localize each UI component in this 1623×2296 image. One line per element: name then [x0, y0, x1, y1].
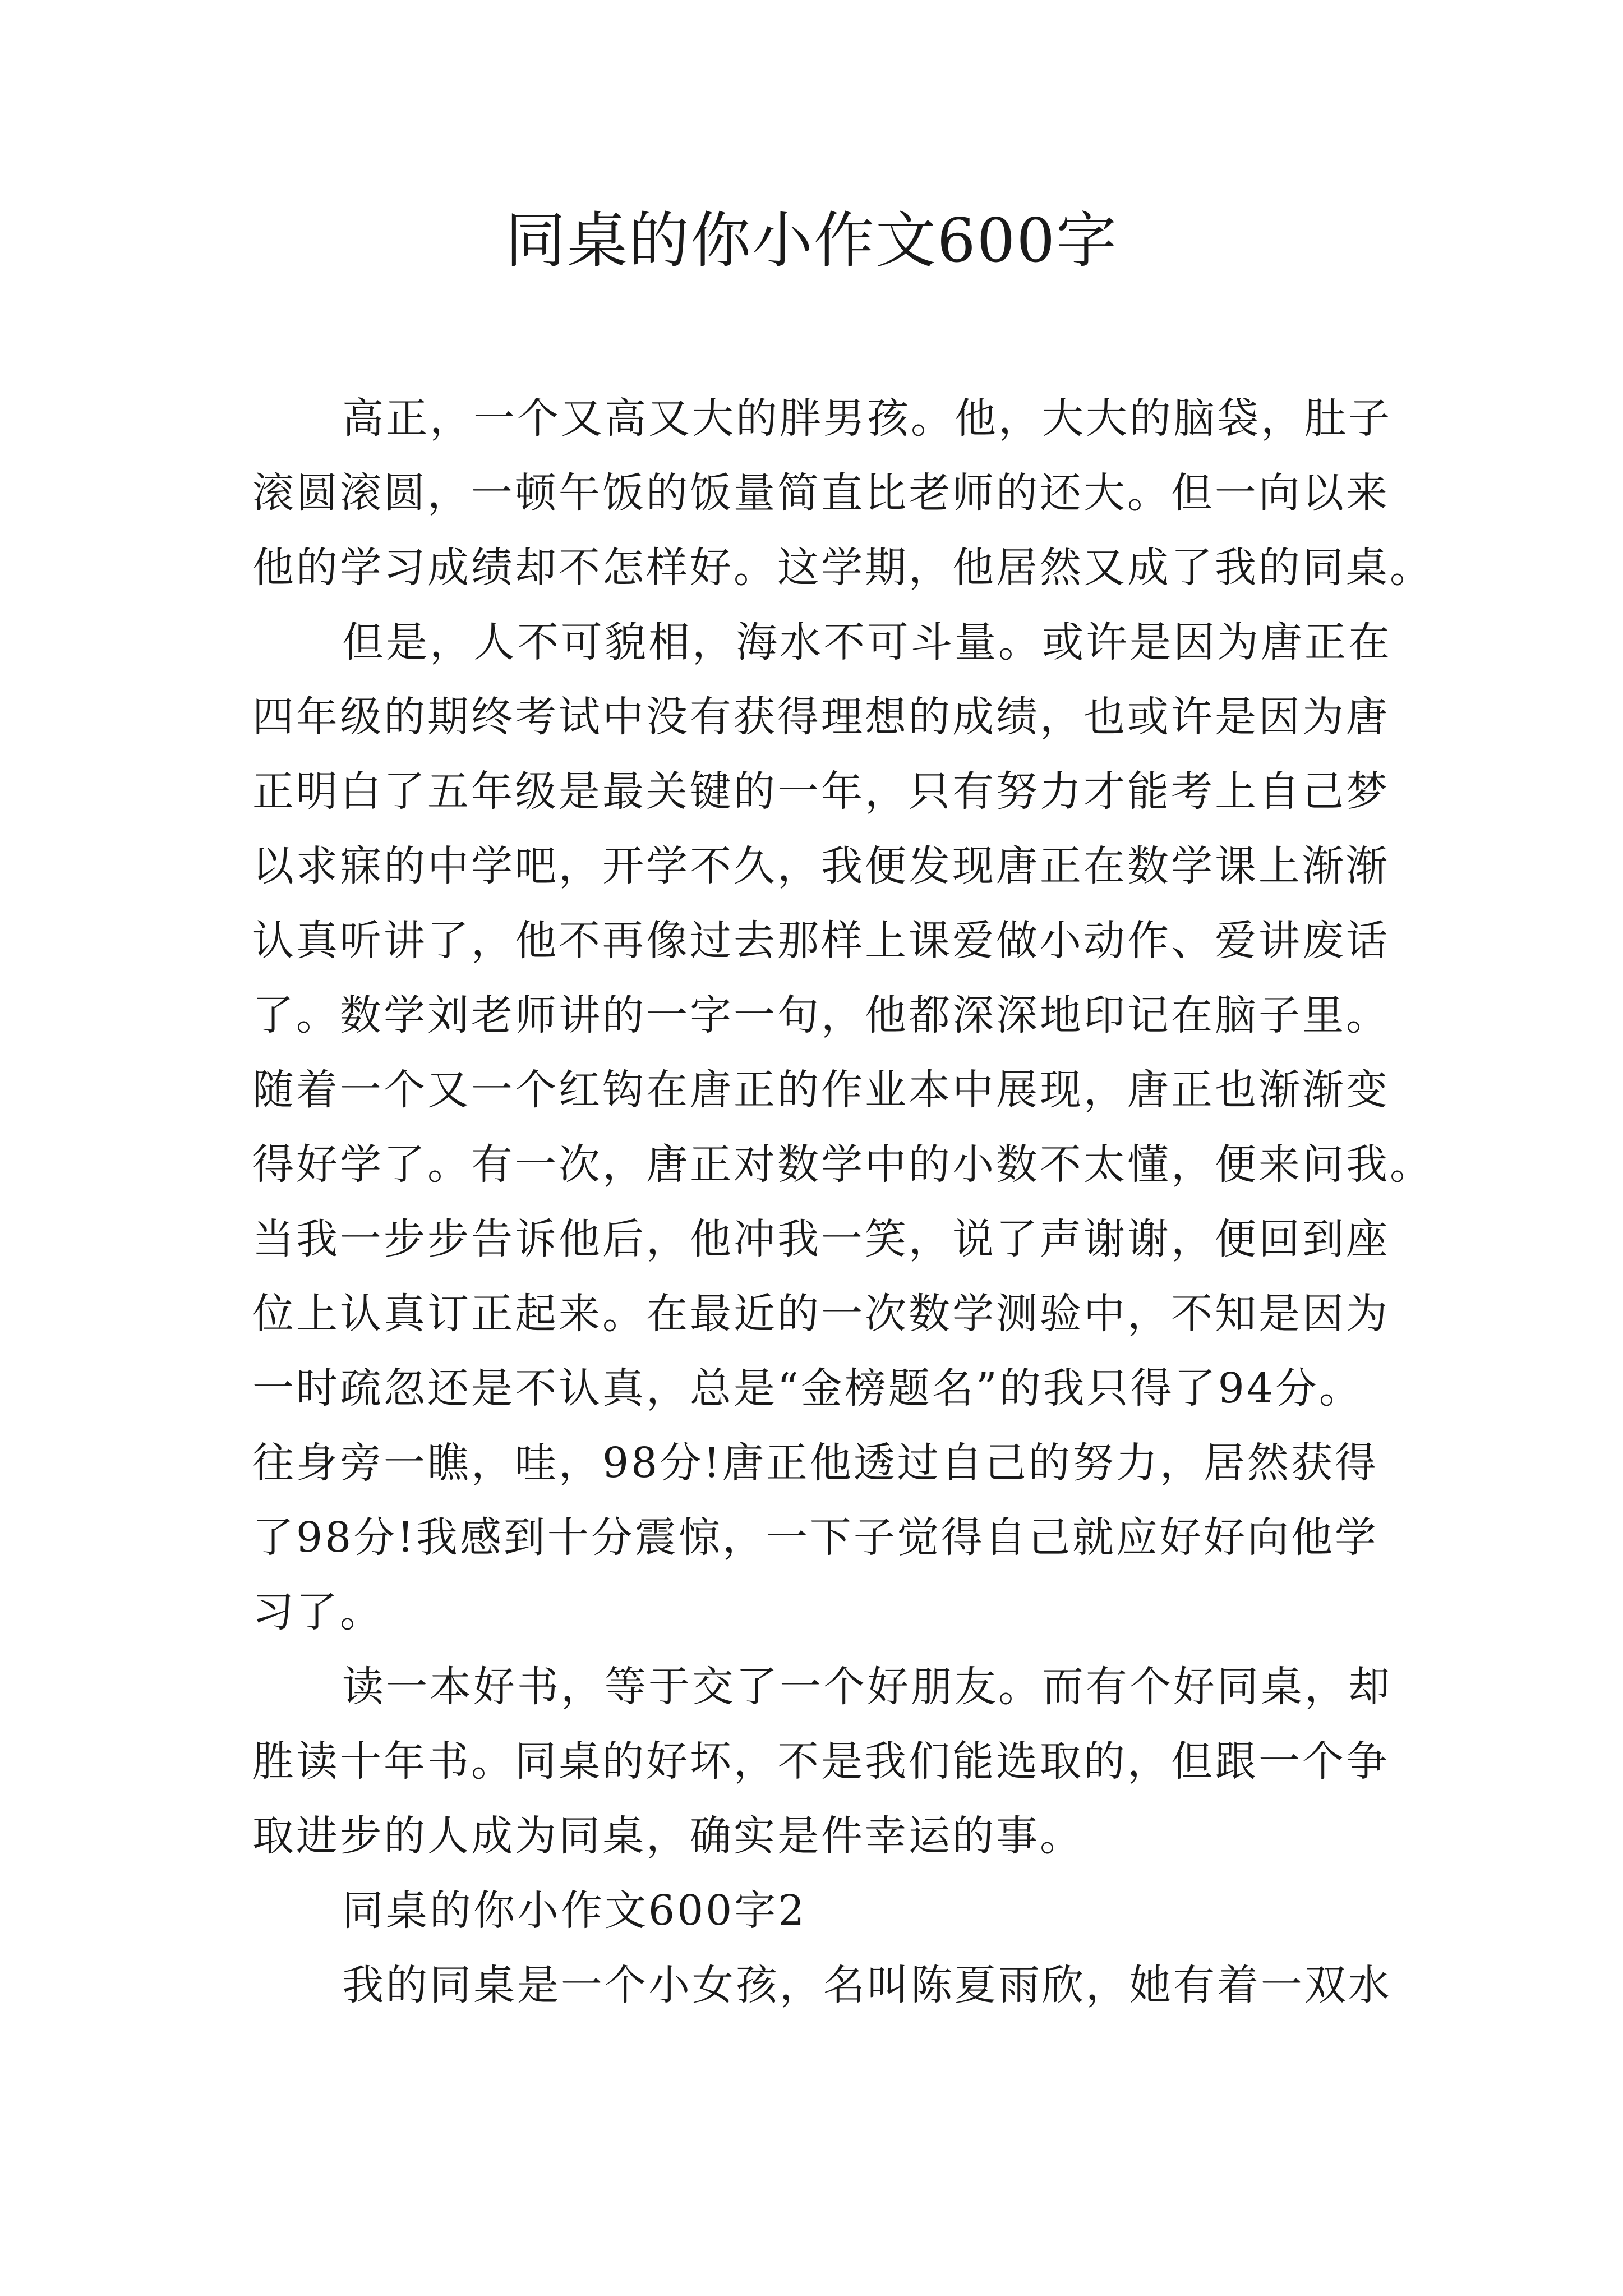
text-line: 认真听讲了，他不再像过去那样上课爱做小动作、爱讲废话 — [252, 917, 1390, 965]
text-line: 胜读十年书。同桌的好坏，不是我们能选取的，但跟一个争 — [252, 1737, 1390, 1786]
text-line: 以求寐的中学吧，开学不久，我便发现唐正在数学课上渐渐 — [252, 842, 1390, 890]
text-line: 高正，一个又高又大的胖男孩。他，大大的脑袋，肚子 — [342, 394, 1392, 443]
text-line: 当我一步步告诉他后，他冲我一笑，说了声谢谢，便回到座 — [252, 1215, 1390, 1263]
text-line: 我的同桌是一个小女孩，名叫陈夏雨欣，她有着一双水 — [342, 1961, 1392, 2009]
text-line: 一时疏忽还是不认真，总是“金榜题名”的我只得了94分。 — [252, 1364, 1363, 1412]
text-line: 取进步的人成为同桌，确实是件幸运的事。 — [252, 1812, 1083, 1860]
text-line: 随着一个又一个红钩在唐正的作业本中展现，唐正也渐渐变 — [252, 1066, 1390, 1114]
section-heading: 同桌的你小作文600字2 — [342, 1887, 807, 1935]
document-title: 同桌的你小作文600字 — [505, 206, 1118, 276]
text-line: 位上认真订正起来。在最近的一次数学测验中，不知是因为 — [252, 1290, 1390, 1338]
text-line: 四年级的期终考试中没有获得理想的成绩，也或许是因为唐 — [252, 693, 1390, 741]
text-line: 习了。 — [252, 1588, 384, 1636]
text-line: 正明白了五年级是最关键的一年，只有努力才能考上自己梦 — [252, 767, 1390, 816]
text-line: 他的学习成绩却不怎样好。这学期，他居然又成了我的同桌。 — [252, 544, 1433, 592]
text-line: 但是，人不可貌相，海水不可斗量。或许是因为唐正在 — [342, 618, 1392, 666]
text-line: 滚圆滚圆，一顿午饭的饭量简直比老师的还大。但一向以来 — [252, 469, 1390, 517]
text-line: 了。数学刘老师讲的一字一句，他都深深地印记在脑子里。 — [252, 991, 1390, 1039]
text-line: 读一本好书，等于交了一个好朋友。而有个好同桌，却 — [342, 1663, 1392, 1711]
text-line: 了98分!我感到十分震惊，一下子觉得自己就应好好向他学 — [252, 1513, 1378, 1562]
document-body — [252, 381, 1433, 2023]
text-line: 得好学了。有一次，唐正对数学中的小数不太懂，便来问我。 — [252, 1140, 1433, 1189]
text-line: 往身旁一瞧，哇，98分!唐正他透过自己的努力，居然获得 — [252, 1439, 1378, 1487]
